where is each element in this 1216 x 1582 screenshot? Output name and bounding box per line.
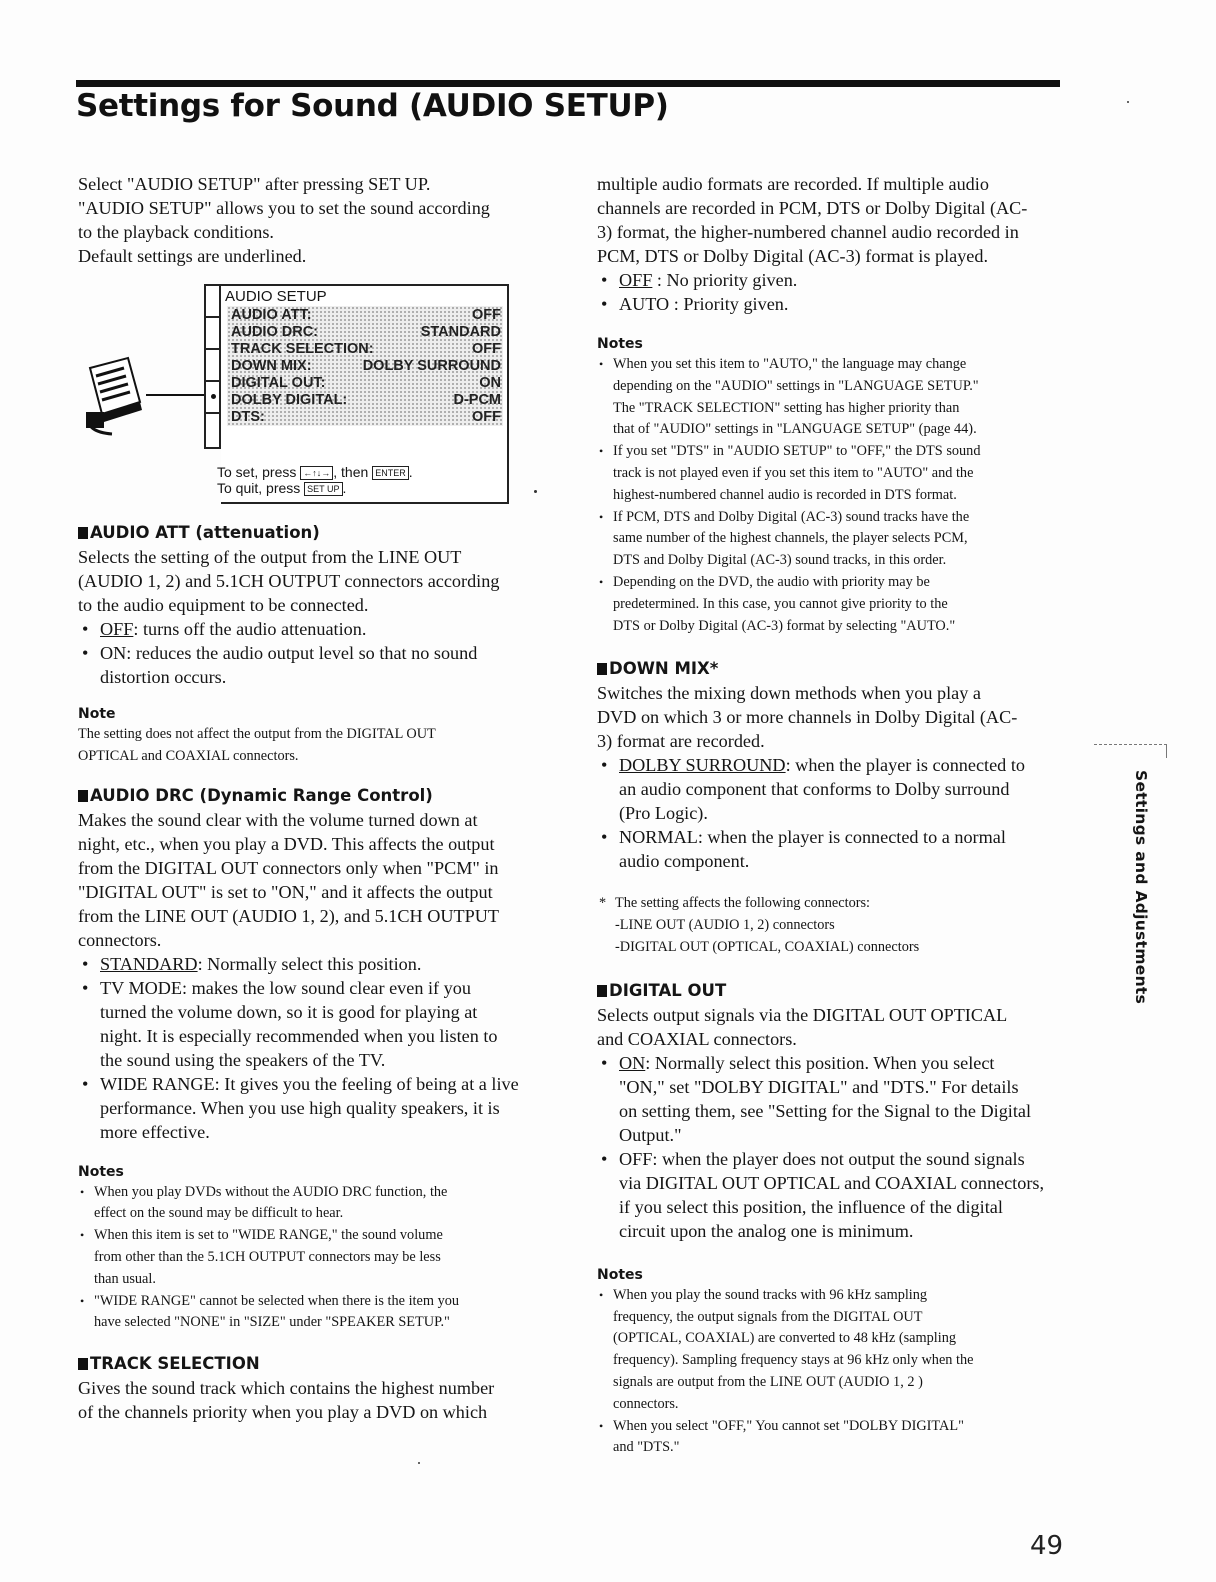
audio-drc-notes	[78, 1182, 548, 1335]
osd-title: AUDIO SETUP	[225, 288, 327, 305]
list-item: • WIDE RANGE: It gives you the feeling of being at a live performance. When you use high quality speakers, it is more effective.	[78, 1072, 548, 1144]
note-text: The setting does not affect the output from the DIGITAL OUT OPTICAL and COAXIAL connectors.	[78, 726, 436, 764]
osd-row: DOWN MIX: DOLBY SURROUND	[231, 358, 501, 374]
list-item: • Depending on the DVD, the audio with priority may be predetermined. In this case, you cannot give priority to the DTS or Dolby Digital (AC-3) format by selecting "AUTO."	[597, 572, 1067, 637]
right-column	[597, 172, 1067, 1459]
track-selection-body-cont: multiple audio formats are recorded. If multiple audio channels are recorded in PCM, DTS or Dolby Digital (AC- 3) format, the higher-numbered channel audio recorded in PCM, DTS or Dolby Digital (AC-3) format is played.	[597, 174, 1028, 266]
notes-heading: Notes	[78, 1163, 124, 1180]
page-title: Settings for Sound (AUDIO SETUP)	[76, 88, 669, 124]
section-square-icon	[597, 663, 607, 675]
list-item: • TV MODE: makes the low sound clear even if you turned the volume down, so it is good for playing at night. It is especially recommended when you listen to the sound using the speakers of the TV.	[78, 976, 548, 1072]
list-item: • "WIDE RANGE" cannot be selected when there is the item you have selected "NONE" in "SIZE" under "SPEAKER SETUP."	[78, 1291, 548, 1335]
left-column	[78, 172, 548, 1424]
intro-text: Select "AUDIO SETUP" after pressing SET UP. "AUDIO SETUP" allows you to set the sound according to the playback conditions. Default settings are underlined.	[78, 174, 490, 266]
list-item: • When you play DVDs without the AUDIO DRC function, the effect on the sound may be difficult to hear.	[78, 1182, 548, 1226]
digital-out-body: Selects output signals via the DIGITAL OUT OPTICAL and COAXIAL connectors.	[597, 1004, 1008, 1049]
section-square-icon	[597, 985, 607, 997]
setup-tab	[206, 350, 219, 382]
osd-screen	[217, 284, 509, 504]
audio-att-heading: AUDIO ATT (attenuation)	[78, 521, 548, 545]
list-item: • When you select "OFF," You cannot set "DOLBY DIGITAL" and "DTS."	[597, 1416, 1067, 1460]
list-item: • DOLBY SURROUND: when the player is connected to an audio component that conforms to Dolby surround (Pro Logic).	[597, 753, 1067, 825]
digital-out-options	[597, 1051, 1067, 1243]
track-selection-options	[597, 268, 1067, 316]
list-item: • OFF : No priority given.	[597, 268, 1067, 292]
audio-setup-screen-figure	[78, 276, 548, 511]
track-selection-notes	[597, 354, 1067, 637]
print-dot	[534, 490, 537, 493]
list-item: • OFF: turns off the audio attenuation.	[78, 617, 548, 641]
section-square-icon	[78, 790, 88, 802]
setup-tab-column	[204, 284, 221, 449]
list-item: • If you set "DTS" in "AUDIO SETUP" to "OFF," the DTS sound track is not played even if you set this item to "AUTO" and the highest-numbered channel audio is recorded in DTS format.	[597, 441, 1067, 506]
osd-row: DOLBY DIGITAL: D-PCM	[231, 392, 501, 408]
list-item: • STANDARD: Normally select this position.	[78, 952, 548, 976]
notes-heading: Note	[78, 706, 116, 722]
down-mix-footnote: * The setting affects the following connectors: -LINE OUT (AUDIO 1, 2) connectors -DIGITAL OUT (OPTICAL, COAXIAL) connectors	[599, 895, 920, 955]
callout-line	[146, 394, 204, 396]
section-square-icon	[78, 527, 88, 539]
list-item: • NORMAL: when the player is connected to a normal audio component.	[597, 825, 1067, 873]
track-selection-heading: TRACK SELECTION	[78, 1352, 548, 1376]
remote-control-icon	[84, 354, 146, 436]
list-item: • When this item is set to "WIDE RANGE," the sound volume from other than the 5.1CH OUTPUT connectors may be less than usual.	[78, 1225, 548, 1290]
osd-row: DTS: OFF	[231, 409, 501, 425]
audio-att-options	[78, 617, 548, 689]
setup-tab	[206, 414, 219, 446]
down-mix-options	[597, 753, 1067, 873]
side-tab-bracket	[1094, 744, 1167, 758]
osd-menu	[227, 306, 503, 426]
digital-out-heading: DIGITAL OUT	[597, 979, 1067, 1003]
list-item: • ON: Normally select this position. When you select "ON," set "DOLBY DIGITAL" and "DTS." For details on setting them, see "Setting for the Signal to the Digital Output."	[597, 1051, 1067, 1147]
osd-row: AUDIO DRC: STANDARD	[231, 324, 501, 340]
list-item: • OFF: when the player does not output the sound signals via DIGITAL OUT OPTICAL and COAXIAL connectors, if you select this position, the influence of the digital circuit upon the analog one is minimum.	[597, 1147, 1067, 1243]
setup-tab	[206, 318, 219, 350]
scan-speck	[418, 1462, 420, 1464]
list-item: • When you play the sound tracks with 96 kHz sampling frequency, the output signals from the DIGITAL OUT (OPTICAL, COAXIAL) are converted to 48 kHz (sampling frequency). Sampling frequency stays at 96 kHz only when the signals are output from the LINE OUT (AUDIO 1, 2 ) connectors.	[597, 1285, 1067, 1416]
list-item: • ON: reduces the audio output level so that no sound distortion occurs.	[78, 641, 548, 689]
scan-speck	[1127, 101, 1129, 103]
osd-row: AUDIO ATT: OFF	[231, 307, 501, 323]
setup-tab	[206, 286, 219, 318]
audio-att-body: Selects the setting of the output from the LINE OUT (AUDIO 1, 2) and 5.1CH OUTPUT connectors according to the audio equipment to be connected.	[78, 547, 500, 615]
digital-out-notes	[597, 1285, 1067, 1459]
arrow-keys-icon: ←↑↓→	[300, 466, 333, 480]
title-rule	[76, 80, 1060, 87]
list-item: • If PCM, DTS and Dolby Digital (AC-3) sound tracks have the same number of the highest channels, the player selects PCM, DTS and Dolby Digital (AC-3) sound tracks, in this order.	[597, 507, 1067, 572]
osd-help-quit: To quit, press SET UP .	[217, 480, 347, 496]
list-item: • AUTO : Priority given.	[597, 292, 1067, 316]
enter-key-icon: ENTER	[372, 466, 409, 480]
osd-row: TRACK SELECTION: OFF	[231, 341, 501, 357]
audio-drc-body: Makes the sound clear with the volume turned down at night, etc., when you play a DVD. This affects the output from the DIGITAL OUT connectors only when "PCM" in "DIGITAL OUT" is set to "ON," and it affects the output from the LINE OUT (AUDIO 1, 2), and 5.1CH OUTPUT connectors.	[78, 809, 499, 950]
side-tab-label: Settings and Adjustments	[1132, 770, 1150, 1005]
notes-heading: Notes	[597, 336, 643, 352]
list-item: • When you set this item to "AUTO," the language may change depending on the "AUDIO" settings in "LANGUAGE SETUP." The "TRACK SELECTION" setting has higher priority than that of "AUDIO" settings in "LANGUAGE SETUP" (page 44).	[597, 354, 1067, 441]
section-square-icon	[78, 1358, 88, 1370]
setup-key-icon: SET UP	[304, 482, 342, 496]
track-selection-body: Gives the sound track which contains the highest number of the channels priority when you play a DVD on which	[78, 1378, 495, 1423]
notes-heading: Notes	[597, 1266, 643, 1283]
audio-drc-options	[78, 952, 548, 1144]
down-mix-heading: DOWN MIX*	[597, 657, 1067, 681]
osd-row: DIGITAL OUT: ON	[231, 375, 501, 391]
audio-drc-heading: AUDIO DRC (Dynamic Range Control)	[78, 784, 548, 808]
page-number: 49	[1030, 1531, 1064, 1561]
down-mix-body: Switches the mixing down methods when you play a DVD on which 3 or more channels in Dolby Digital (AC- 3) format are recorded.	[597, 683, 1018, 752]
osd-help-set: To set, press ←↑↓→ , then ENTER .	[217, 464, 413, 480]
setup-tab-selected	[206, 382, 219, 414]
osd-help-text	[217, 464, 413, 496]
